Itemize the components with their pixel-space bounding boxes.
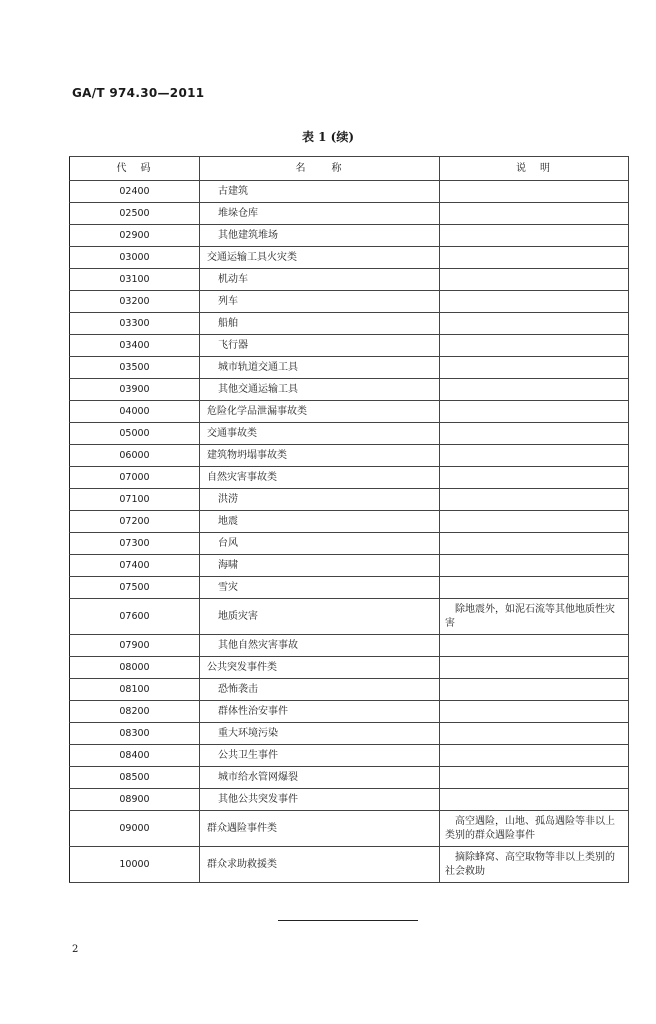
row-code: 09000 bbox=[70, 811, 200, 847]
table-row bbox=[70, 357, 629, 379]
row-name: 堆垛仓库 bbox=[200, 203, 440, 225]
row-code: 04000 bbox=[70, 401, 200, 423]
page-number: 2 bbox=[72, 944, 79, 955]
row-name: 其他自然灾害事故 bbox=[200, 635, 440, 657]
row-note bbox=[440, 489, 629, 511]
row-note bbox=[440, 745, 629, 767]
row-name: 其他交通运输工具 bbox=[200, 379, 440, 401]
row-note bbox=[440, 379, 629, 401]
row-code: 08200 bbox=[70, 701, 200, 723]
row-code: 07900 bbox=[70, 635, 200, 657]
row-note bbox=[440, 723, 629, 745]
row-note: 高空遇险，山地、孤岛遇险等非以上类别的群众遇险事件 bbox=[440, 811, 629, 847]
table-row bbox=[70, 291, 629, 313]
row-code: 03500 bbox=[70, 357, 200, 379]
table-row bbox=[70, 847, 629, 883]
row-code: 06000 bbox=[70, 445, 200, 467]
row-name: 交通事故类 bbox=[200, 423, 440, 445]
row-name: 洪涝 bbox=[200, 489, 440, 511]
row-name: 地震 bbox=[200, 511, 440, 533]
row-code: 03300 bbox=[70, 313, 200, 335]
table-row bbox=[70, 767, 629, 789]
row-code: 03400 bbox=[70, 335, 200, 357]
table-row bbox=[70, 489, 629, 511]
table-row bbox=[70, 789, 629, 811]
row-code: 03200 bbox=[70, 291, 200, 313]
row-name: 古建筑 bbox=[200, 181, 440, 203]
table-row bbox=[70, 225, 629, 247]
row-note bbox=[440, 181, 629, 203]
row-note bbox=[440, 511, 629, 533]
row-code: 03100 bbox=[70, 269, 200, 291]
row-code: 03000 bbox=[70, 247, 200, 269]
row-code: 08000 bbox=[70, 657, 200, 679]
code-table bbox=[69, 156, 629, 883]
row-name: 台风 bbox=[200, 533, 440, 555]
row-code: 07100 bbox=[70, 489, 200, 511]
row-note bbox=[440, 445, 629, 467]
row-note bbox=[440, 357, 629, 379]
row-name: 城市轨道交通工具 bbox=[200, 357, 440, 379]
row-code: 07500 bbox=[70, 577, 200, 599]
row-code: 03900 bbox=[70, 379, 200, 401]
table-row bbox=[70, 423, 629, 445]
table-row bbox=[70, 599, 629, 635]
table-row bbox=[70, 811, 629, 847]
table-row bbox=[70, 379, 629, 401]
row-name: 飞行器 bbox=[200, 335, 440, 357]
table-row bbox=[70, 635, 629, 657]
row-note bbox=[440, 679, 629, 701]
table-row bbox=[70, 577, 629, 599]
row-note bbox=[440, 657, 629, 679]
row-name: 重大环境污染 bbox=[200, 723, 440, 745]
row-note: 摘除蜂窝、高空取物等非以上类别的社会救助 bbox=[440, 847, 629, 883]
row-code: 08300 bbox=[70, 723, 200, 745]
row-name: 恐怖袭击 bbox=[200, 679, 440, 701]
table-header-row bbox=[70, 157, 629, 181]
row-note bbox=[440, 767, 629, 789]
table-row bbox=[70, 335, 629, 357]
row-name: 其他公共突发事件 bbox=[200, 789, 440, 811]
table-row bbox=[70, 657, 629, 679]
row-name: 群众遇险事件类 bbox=[200, 811, 440, 847]
row-name: 船舶 bbox=[200, 313, 440, 335]
row-note bbox=[440, 577, 629, 599]
table-row bbox=[70, 247, 629, 269]
row-name: 群众求助救援类 bbox=[200, 847, 440, 883]
row-name: 雪灾 bbox=[200, 577, 440, 599]
standard-number: GA/T 974.30—2011 bbox=[72, 86, 205, 100]
row-code: 08100 bbox=[70, 679, 200, 701]
row-code: 05000 bbox=[70, 423, 200, 445]
row-code: 08400 bbox=[70, 745, 200, 767]
row-name: 地质灾害 bbox=[200, 599, 440, 635]
row-note: 除地震外，如泥石流等其他地质性灾害 bbox=[440, 599, 629, 635]
table-row bbox=[70, 203, 629, 225]
row-note bbox=[440, 701, 629, 723]
row-note bbox=[440, 555, 629, 577]
table-row bbox=[70, 467, 629, 489]
row-name: 城市给水管网爆裂 bbox=[200, 767, 440, 789]
row-name: 列车 bbox=[200, 291, 440, 313]
end-rule bbox=[278, 920, 418, 921]
row-code: 07300 bbox=[70, 533, 200, 555]
table-row bbox=[70, 445, 629, 467]
table-row bbox=[70, 511, 629, 533]
row-name: 公共突发事件类 bbox=[200, 657, 440, 679]
row-note bbox=[440, 247, 629, 269]
row-note bbox=[440, 401, 629, 423]
row-name: 群体性治安事件 bbox=[200, 701, 440, 723]
row-code: 08900 bbox=[70, 789, 200, 811]
row-name: 公共卫生事件 bbox=[200, 745, 440, 767]
row-note bbox=[440, 335, 629, 357]
table-row bbox=[70, 555, 629, 577]
row-code: 10000 bbox=[70, 847, 200, 883]
row-note bbox=[440, 269, 629, 291]
table-row bbox=[70, 745, 629, 767]
row-name: 海啸 bbox=[200, 555, 440, 577]
row-code: 02400 bbox=[70, 181, 200, 203]
column-header-note: 说 明 bbox=[440, 157, 629, 181]
row-note bbox=[440, 467, 629, 489]
column-header-code: 代 码 bbox=[70, 157, 200, 181]
table-row bbox=[70, 401, 629, 423]
table-row bbox=[70, 701, 629, 723]
table-caption: 表 1 (续) bbox=[301, 130, 355, 144]
row-note bbox=[440, 203, 629, 225]
row-name: 交通运输工具火灾类 bbox=[200, 247, 440, 269]
row-code: 02900 bbox=[70, 225, 200, 247]
row-note bbox=[440, 533, 629, 555]
row-code: 08500 bbox=[70, 767, 200, 789]
row-name: 建筑物坍塌事故类 bbox=[200, 445, 440, 467]
row-note bbox=[440, 789, 629, 811]
table-row bbox=[70, 723, 629, 745]
row-note bbox=[440, 291, 629, 313]
row-note bbox=[440, 635, 629, 657]
row-name: 机动车 bbox=[200, 269, 440, 291]
row-name: 危险化学品泄漏事故类 bbox=[200, 401, 440, 423]
row-note bbox=[440, 225, 629, 247]
row-code: 02500 bbox=[70, 203, 200, 225]
row-note bbox=[440, 423, 629, 445]
table-row bbox=[70, 533, 629, 555]
table-row bbox=[70, 679, 629, 701]
table-row bbox=[70, 313, 629, 335]
row-code: 07000 bbox=[70, 467, 200, 489]
row-note bbox=[440, 313, 629, 335]
row-code: 07600 bbox=[70, 599, 200, 635]
column-header-name: 名 称 bbox=[200, 157, 440, 181]
table-row bbox=[70, 269, 629, 291]
table-row bbox=[70, 181, 629, 203]
row-name: 自然灾害事故类 bbox=[200, 467, 440, 489]
row-code: 07400 bbox=[70, 555, 200, 577]
row-code: 07200 bbox=[70, 511, 200, 533]
row-name: 其他建筑堆场 bbox=[200, 225, 440, 247]
